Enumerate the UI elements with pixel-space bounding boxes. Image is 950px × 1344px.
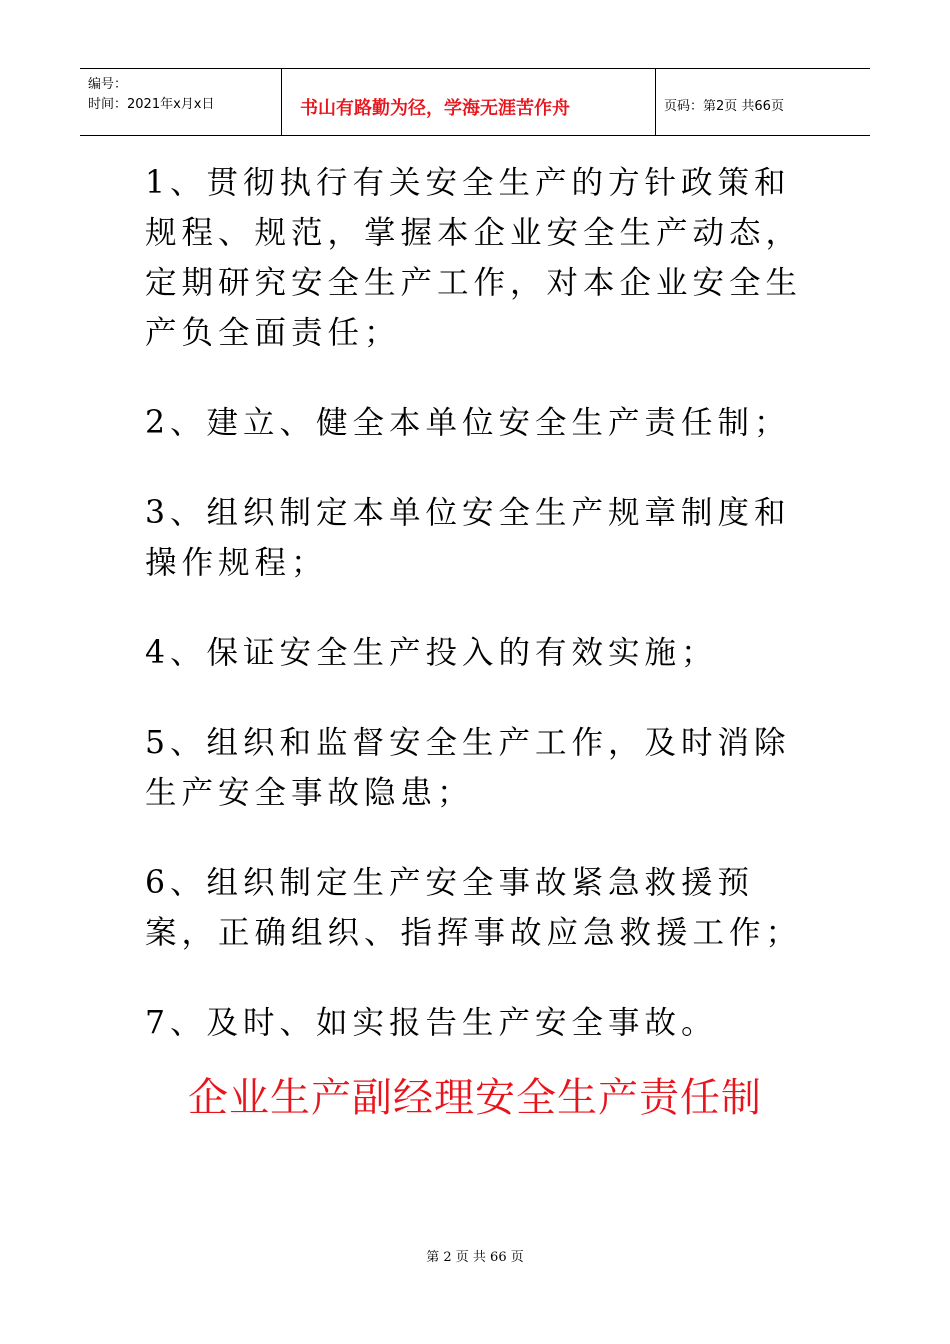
list-item: 2、建立、健全本单位安全生产责任制； [145,405,791,441]
list-item: 6、组织制定生产安全事故紧急救援预案，正确组织、指挥事故应急救援工作； [145,865,803,951]
header-motto: 书山有路勤为径，学海无涯苦作舟 [300,98,570,119]
page-header [80,68,870,136]
header-page-info: 页码：第2页 共66页 [664,99,784,114]
list-item: 3、组织制定本单位安全生产规章制度和操作规程； [145,495,791,581]
page-footer: 第 2 页 共 66 页 [426,1250,524,1265]
header-date-label: 时间：2021年x月x日 [88,97,215,112]
list-item: 4、保证安全生产投入的有效实施； [145,635,718,671]
list-item: 7、及时、如实报告生产安全事故。 [145,1005,718,1041]
header-number-label: 编号： [88,77,128,92]
list-item: 1、贯彻执行有关安全生产的方针政策和规程、规范，掌握本企业安全生产动态，定期研究安全生产工作，对本企业安全生产负全面责任； [145,165,803,351]
header-meta-cell [80,69,282,135]
list-item: 5、组织和监督安全生产工作，及时消除生产安全事故隐患； [145,725,791,811]
section-title: 企业生产副经理安全生产责任制 [188,1075,762,1121]
header-page-cell [656,69,870,135]
responsibility-list [145,158,825,1048]
header-motto-cell [282,69,656,135]
